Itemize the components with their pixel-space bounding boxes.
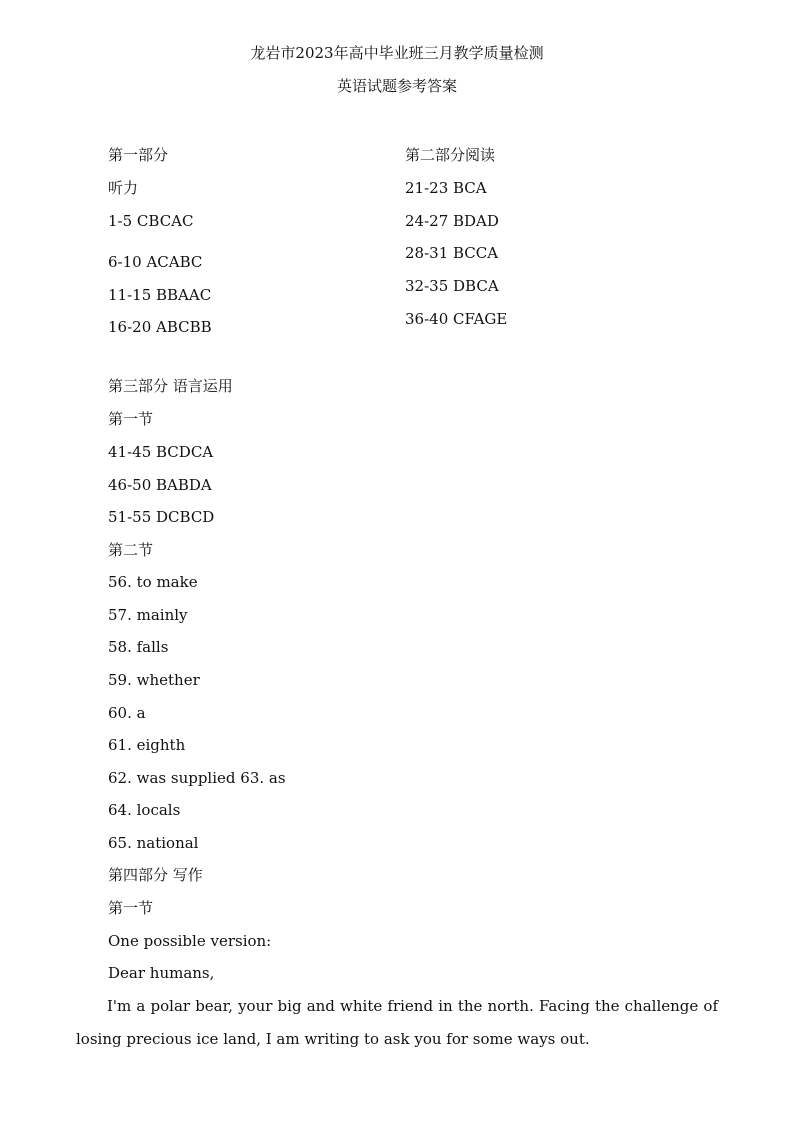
part3-heading: 第三部分 语言运用 (108, 377, 233, 395)
answer-line: 11-15 BBAAC (108, 286, 212, 304)
part3-section2-label: 第二节 (108, 541, 154, 559)
answer-line: 46-50 BABDA (108, 476, 212, 494)
answer-line: 41-45 BCDCA (108, 443, 214, 461)
letter-greeting: Dear humans, (108, 964, 215, 982)
answer-line: 64. locals (108, 801, 181, 819)
answer-line: 61. eighth (108, 736, 186, 754)
answer-line: 62. was supplied 63. as (108, 769, 286, 787)
answer-line: 59. whether (108, 671, 200, 689)
document-subtitle: 英语试题参考答案 (336, 77, 457, 95)
version-label: One possible version: (108, 932, 272, 950)
part4-section1-label: 第一节 (108, 899, 154, 917)
answer-line: 56. to make (108, 573, 198, 591)
part1-heading: 第一部分 (108, 146, 169, 164)
answer-line: 6-10 ACABC (108, 253, 203, 271)
part3-section1-label: 第一节 (108, 410, 154, 428)
part1-section-label: 听力 (108, 179, 139, 197)
answer-line: 28-31 BCCA (405, 244, 499, 262)
answer-line: 36-40 CFAGE (405, 310, 508, 328)
part4-heading: 第四部分 写作 (108, 866, 203, 884)
answer-line: 65. national (108, 834, 199, 852)
document-title: 龙岩市2023年高中毕业班三月教学质量检测 (250, 44, 544, 62)
letter-paragraph: I'm a polar bear, your big and white friend in the north. Facing the challenge of losing precious ice land, I am writing to ask you for some ways out. (76, 997, 718, 1048)
answer-line: 57. mainly (108, 606, 188, 624)
answer-line: 58. falls (108, 638, 169, 656)
answer-line: 51-55 DCBCD (108, 508, 215, 526)
answer-line: 21-23 BCA (405, 179, 487, 197)
answer-line: 16-20 ABCBB (108, 318, 212, 336)
answer-line: 1-5 CBCAC (108, 212, 194, 230)
answer-line: 32-35 DBCA (405, 277, 499, 295)
part2-heading: 第二部分阅读 (405, 146, 496, 164)
answer-line: 60. a (108, 704, 146, 722)
answer-line: 24-27 BDAD (405, 212, 499, 230)
